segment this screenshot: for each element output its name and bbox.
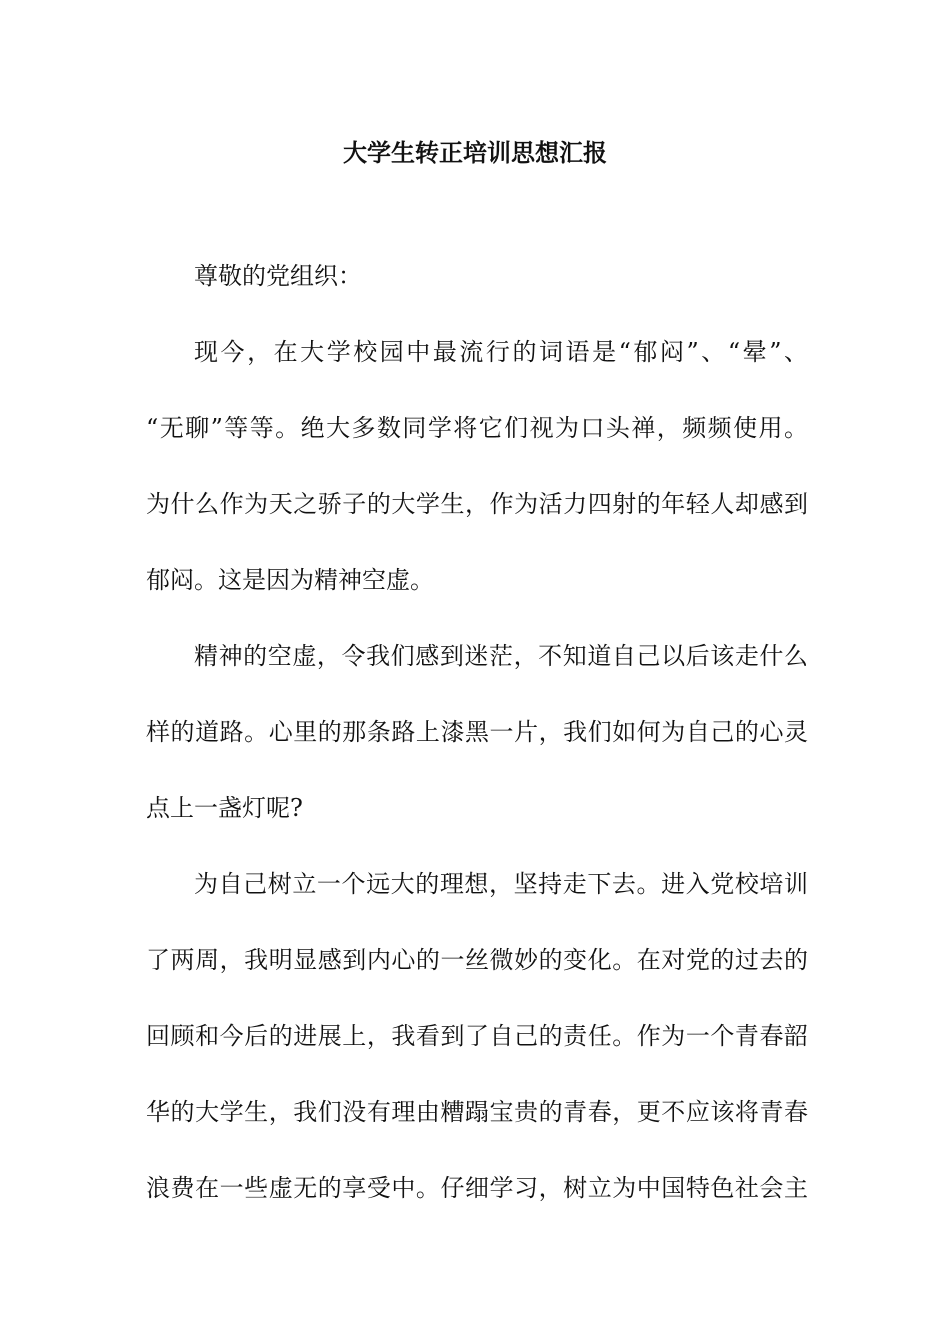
paragraph-1-line-1: 现今，在大学校园中最流行的词语是“郁闷”、“晕”、: [194, 338, 808, 366]
paragraph-1-line-4: 郁闷。这是因为精神空虚。: [146, 566, 434, 594]
paragraph-3-line-3: 回顾和今后的进展上，我看到了自己的责任。作为一个青春韶: [146, 1022, 808, 1050]
paragraph-2-line-1: 精神的空虚，令我们感到迷茫，不知道自己以后该走什么: [194, 642, 808, 670]
paragraph-1-line-3: 为什么作为天之骄子的大学生，作为活力四射的年轻人却感到: [146, 490, 808, 518]
salutation-line: 尊敬的党组织：: [194, 262, 362, 290]
paragraph-2-line-3: 点上一盏灯呢?: [146, 794, 303, 822]
paragraph-2-line-2: 样的道路。心里的那条路上漆黑一片，我们如何为自己的心灵: [146, 718, 808, 746]
paragraph-3-line-4: 华的大学生，我们没有理由糟蹋宝贵的青春，更不应该将青春: [146, 1098, 808, 1126]
paragraph-3-line-2: 了两周，我明显感到内心的一丝微妙的变化。在对党的过去的: [146, 946, 808, 974]
paragraph-3-line-5: 浪费在一些虚无的享受中。仔细学习，树立为中国特色社会主: [146, 1174, 808, 1202]
paragraph-1-line-2: “无聊”等等。绝大多数同学将它们视为口头禅，频频使用。: [146, 414, 808, 442]
document-title: 大学生转正培训思想汇报: [343, 138, 607, 167]
document-body: [146, 252, 808, 1240]
paragraph-3-line-1: 为自己树立一个远大的理想，坚持走下去。进入党校培训: [194, 870, 808, 898]
